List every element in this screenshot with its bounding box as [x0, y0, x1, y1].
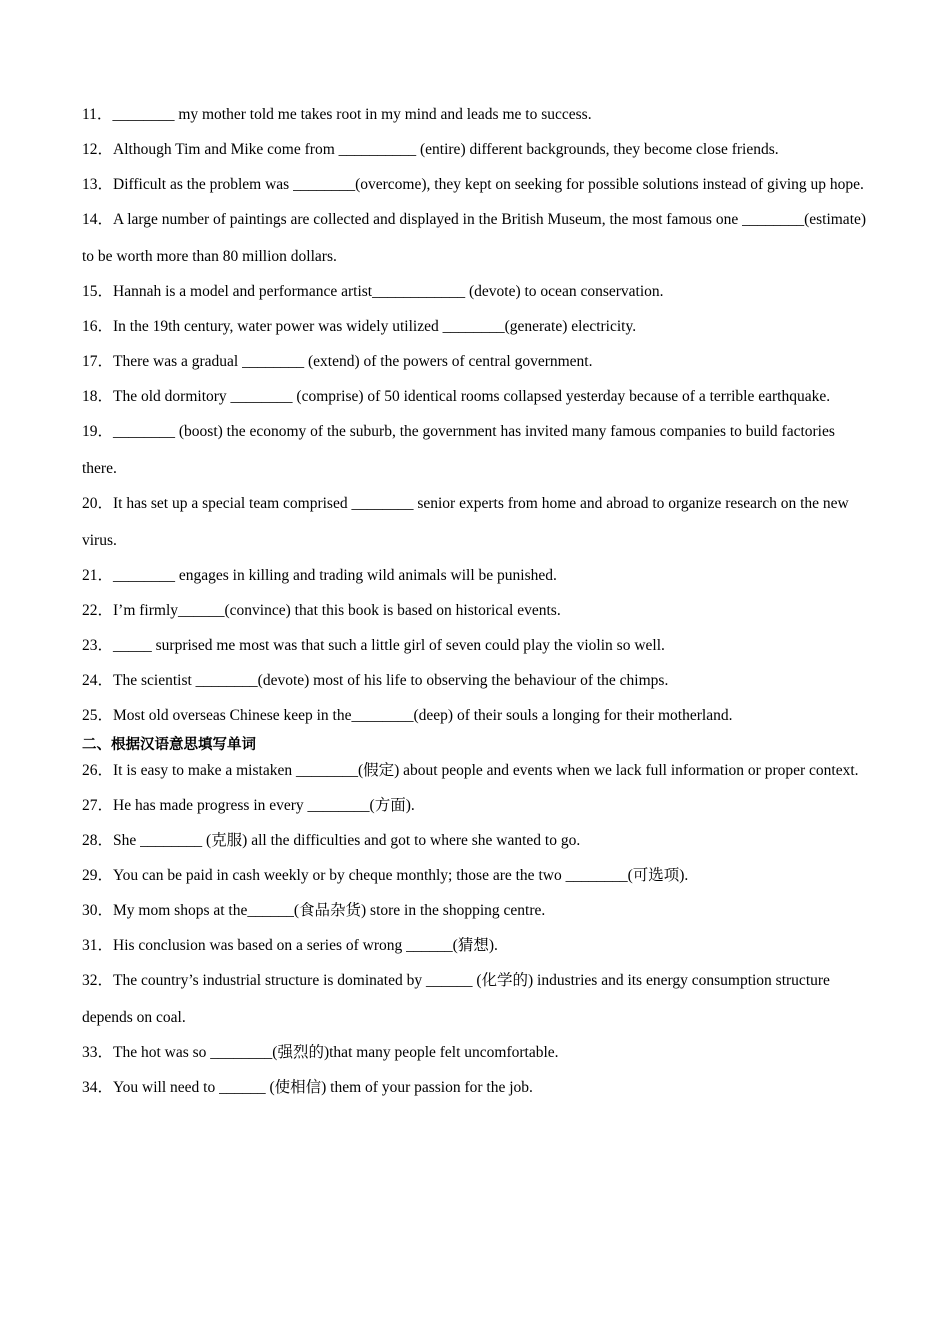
- question-number: 28．: [82, 832, 114, 849]
- question-21: [82, 557, 872, 594]
- question-text: The hot was so ________(强烈的)that many people felt uncomfortable.: [113, 1044, 559, 1061]
- question-number: 22．: [82, 602, 114, 619]
- section-2-questions: [82, 752, 872, 1106]
- question-number: 18．: [82, 388, 114, 405]
- question-number: 34．: [82, 1079, 114, 1096]
- question-text: ________ (boost) the economy of the suburb, the government has invited many famous companies to build factories there.: [82, 423, 835, 477]
- question-18: [82, 378, 872, 415]
- question-number: 31．: [82, 937, 114, 954]
- worksheet-content: [82, 96, 872, 1104]
- question-text: You can be paid in cash weekly or by cheque monthly; those are the two ________(可选项).: [113, 867, 689, 884]
- question-number: 30．: [82, 902, 114, 919]
- question-13: [82, 166, 872, 203]
- question-22: [82, 592, 872, 629]
- question-23: [82, 627, 872, 664]
- question-27: [82, 787, 872, 824]
- question-28: [82, 822, 872, 859]
- question-32: [82, 962, 872, 1036]
- question-text: In the 19th century, water power was widely utilized ________(generate) electricity.: [113, 318, 637, 335]
- question-15: [82, 273, 872, 310]
- question-text: ________ engages in killing and trading wild animals will be punished.: [113, 567, 557, 584]
- question-text: The old dormitory ________ (comprise) of 50 identical rooms collapsed yesterday because of a terrible earthquake.: [113, 388, 831, 405]
- question-number: 26．: [82, 762, 114, 779]
- section-2-heading: 二、根据汉语意思填写单词: [82, 737, 256, 753]
- question-11: [82, 96, 872, 133]
- question-31: [82, 927, 872, 964]
- question-text: ________ my mother told me takes root in my mind and leads me to success.: [112, 106, 592, 123]
- question-text: It is easy to make a mistaken ________(假定) about people and events when we lack full information or proper context.: [113, 762, 859, 779]
- question-19: [82, 413, 872, 487]
- question-29: [82, 857, 872, 894]
- question-text: The country’s industrial structure is dominated by ______ (化学的) industries and its energy consumption structure depends on coal.: [82, 972, 830, 1026]
- question-number: 23．: [82, 637, 114, 654]
- question-16: [82, 308, 872, 345]
- question-number: 24．: [82, 672, 114, 689]
- question-20: [82, 485, 872, 559]
- question-text: Difficult as the problem was ________(overcome), they kept on seeking for possible solutions instead of giving up hope.: [113, 176, 864, 193]
- question-number: 29．: [82, 867, 114, 884]
- question-text: My mom shops at the______(食品杂货) store in the shopping centre.: [113, 902, 546, 919]
- question-text: _____ surprised me most was that such a little girl of seven could play the violin so well.: [113, 637, 665, 654]
- question-text: It has set up a special team comprised ________ senior experts from home and abroad to organize research on the new virus.: [82, 495, 849, 549]
- question-33: [82, 1034, 872, 1071]
- question-number: 33．: [82, 1044, 114, 1061]
- question-25: [82, 697, 872, 734]
- question-text: The scientist ________(devote) most of his life to observing the behaviour of the chimps.: [113, 672, 669, 689]
- question-number: 13．: [82, 176, 114, 193]
- question-text: Hannah is a model and performance artist____________ (devote) to ocean conservation.: [113, 283, 664, 300]
- question-14: [82, 201, 872, 275]
- question-number: 27．: [82, 797, 114, 814]
- question-number: 19．: [82, 423, 114, 440]
- question-number: 25．: [82, 707, 114, 724]
- question-number: 12．: [82, 141, 114, 158]
- question-17: [82, 343, 872, 380]
- question-text: You will need to ______ (使相信) them of your passion for the job.: [113, 1079, 533, 1096]
- question-text: His conclusion was based on a series of wrong ______(猜想).: [113, 937, 498, 954]
- question-text: She ________ (克服) all the difficulties and got to where she wanted to go.: [113, 832, 581, 849]
- question-number: 32．: [82, 972, 114, 989]
- question-26: [82, 752, 872, 789]
- question-12: [82, 131, 872, 168]
- question-number: 17．: [82, 353, 114, 370]
- question-text: Most old overseas Chinese keep in the________(deep) of their souls a longing for their motherland.: [113, 707, 733, 724]
- question-number: 20．: [82, 495, 114, 512]
- section-1-questions: [82, 96, 872, 734]
- question-text: Although Tim and Mike come from __________ (entire) different backgrounds, they become close friends.: [113, 141, 779, 158]
- question-number: 16．: [82, 318, 114, 335]
- question-text: I’m firmly______(convince) that this book is based on historical events.: [113, 602, 561, 619]
- question-30: [82, 892, 872, 929]
- question-text: He has made progress in every ________(方面).: [113, 797, 415, 814]
- question-24: [82, 662, 872, 699]
- question-number: 11．: [82, 106, 113, 123]
- question-number: 15．: [82, 283, 114, 300]
- question-number: 14．: [82, 211, 114, 228]
- question-text: A large number of paintings are collected and displayed in the British Museum, the most famous one ________(estimate) to be worth more than 80 million dollars.: [82, 211, 867, 265]
- question-number: 21．: [82, 567, 114, 584]
- question-34: [82, 1069, 872, 1106]
- question-text: There was a gradual ________ (extend) of the powers of central government.: [113, 353, 593, 370]
